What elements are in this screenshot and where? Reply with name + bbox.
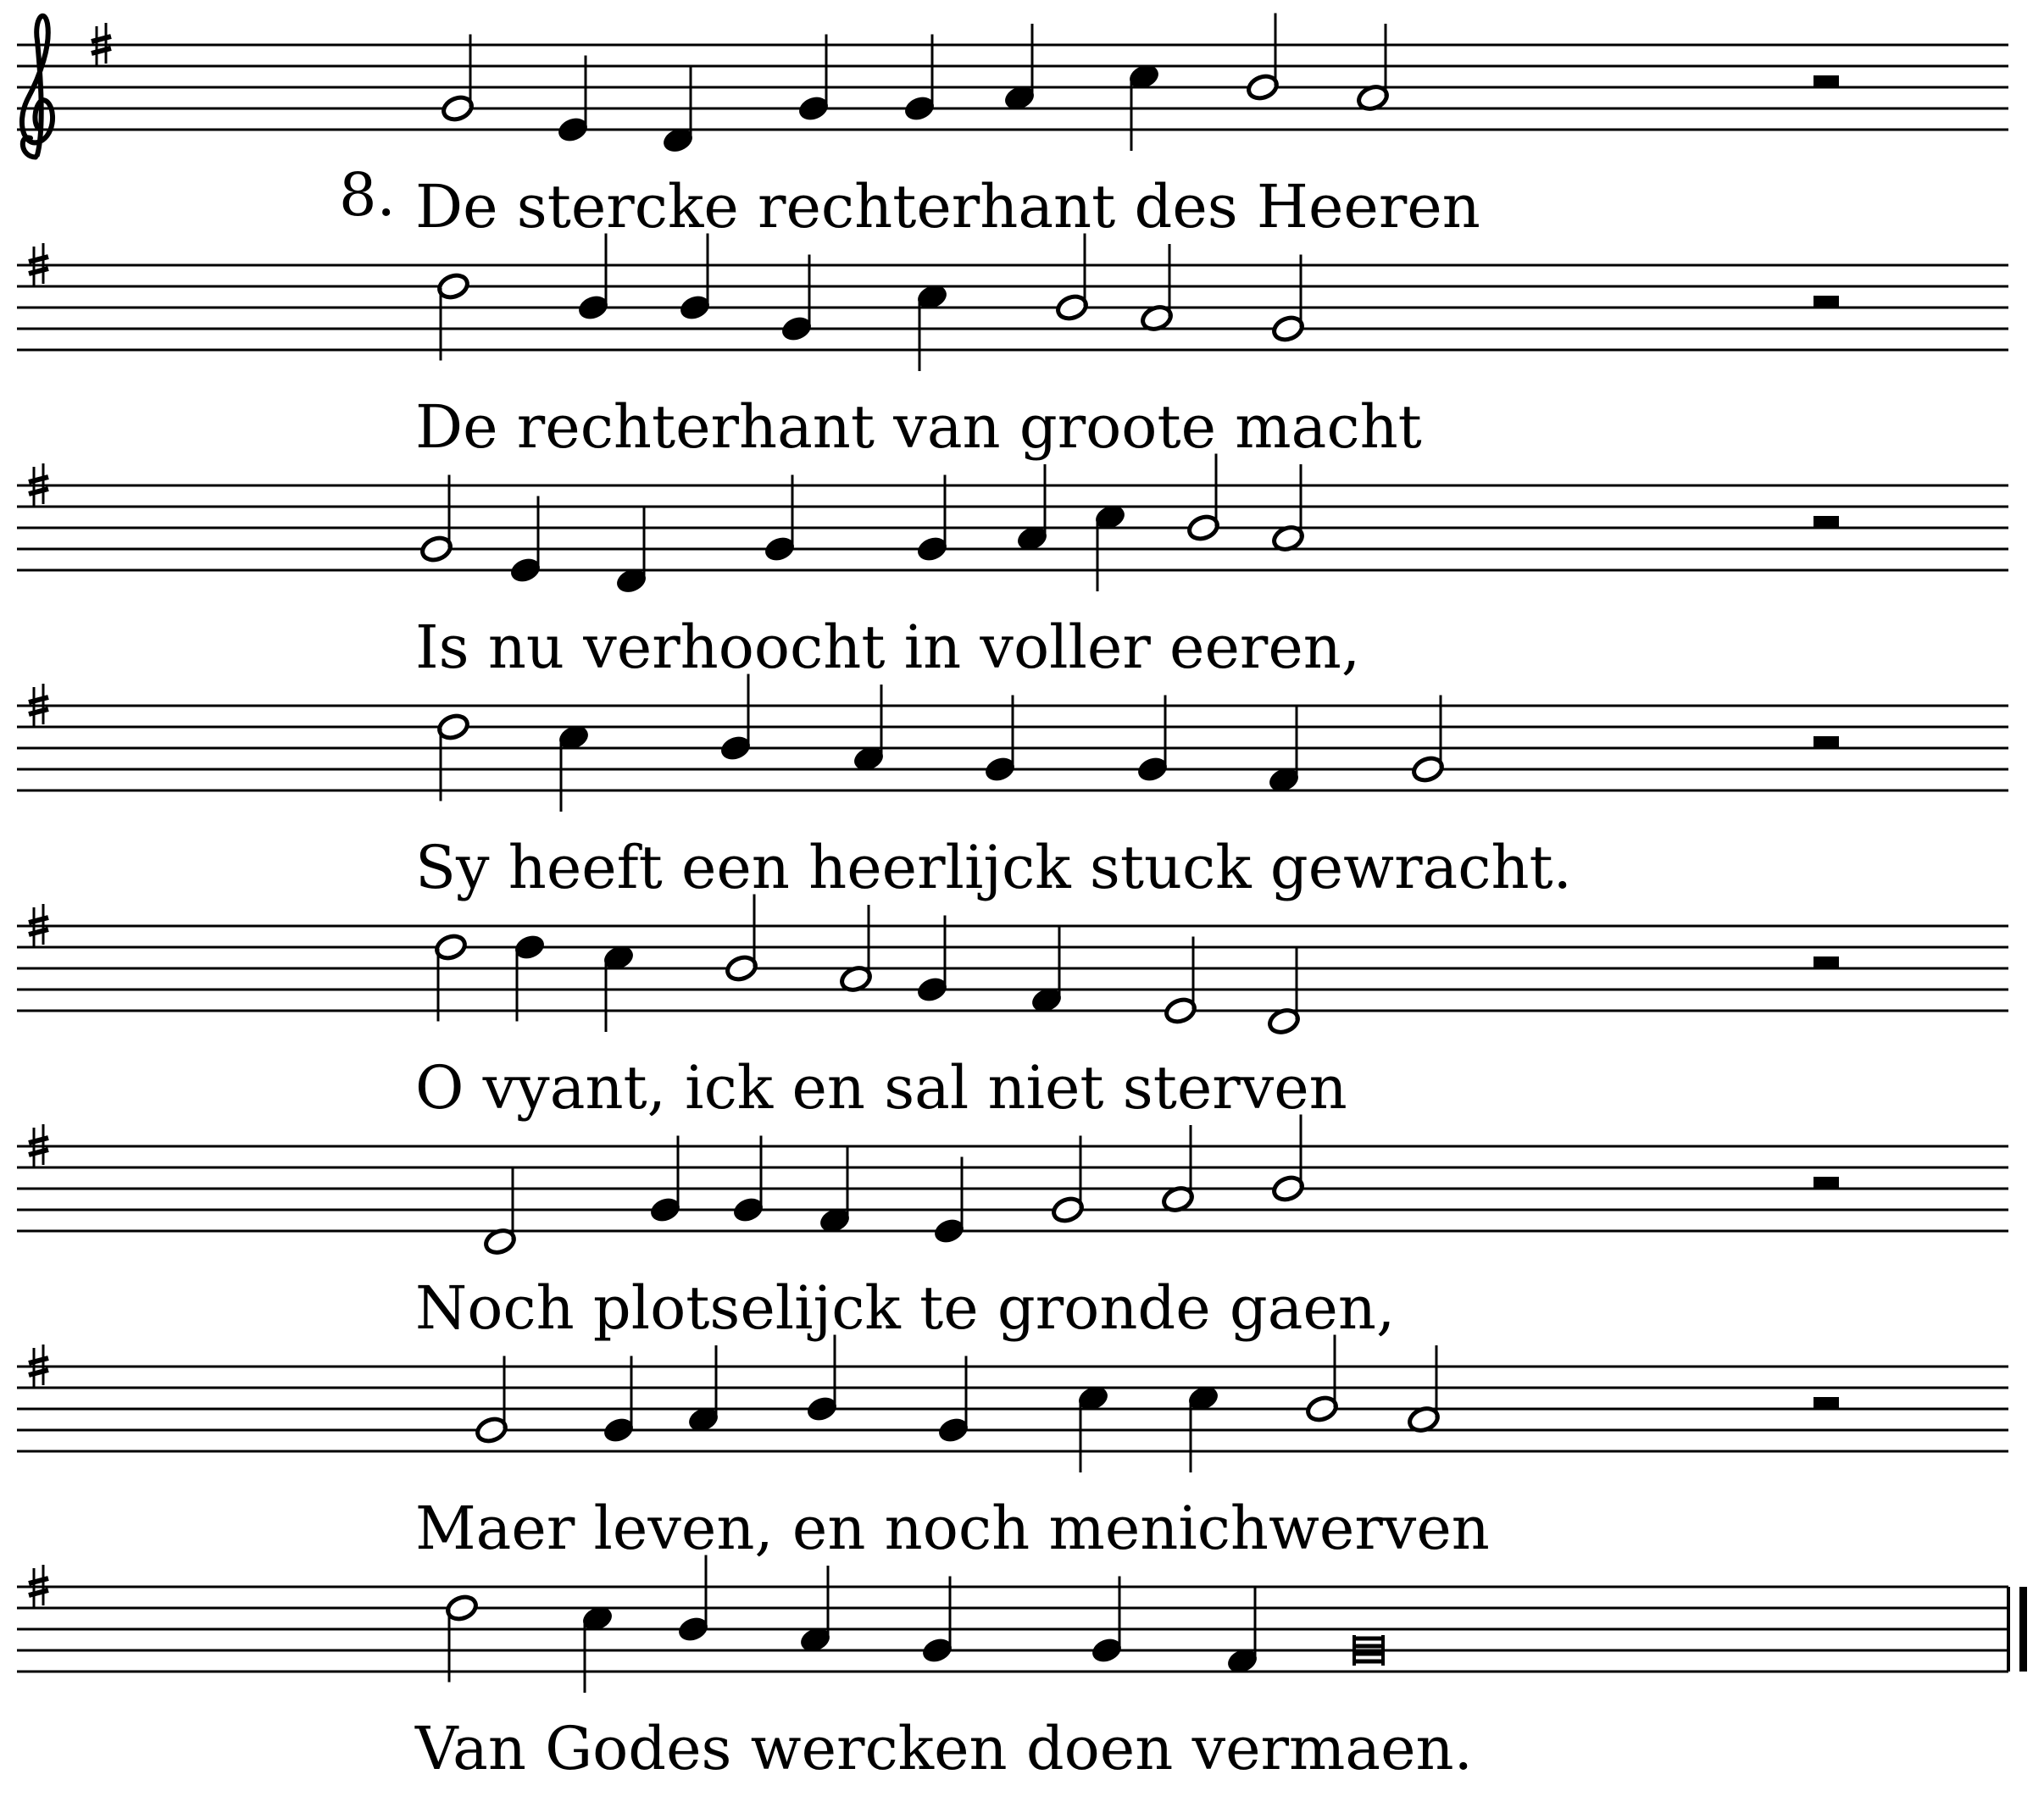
note xyxy=(1267,947,1302,1036)
note xyxy=(419,475,454,564)
note xyxy=(661,66,696,155)
note xyxy=(1140,244,1175,333)
note xyxy=(797,35,831,124)
staff-system xyxy=(17,1335,2008,1564)
note xyxy=(936,1356,971,1445)
sharp-stroke xyxy=(29,697,48,702)
note xyxy=(441,35,475,124)
lyric-line: De stercke rechterhant des Heeren xyxy=(415,172,1480,241)
sharp-stroke xyxy=(29,477,48,482)
note xyxy=(852,685,886,773)
sharp-stroke xyxy=(29,1138,48,1143)
lyric-line: O vyant, ick en sal niet sterven xyxy=(415,1053,1347,1123)
note xyxy=(1136,696,1170,785)
sharp-stroke xyxy=(29,1358,48,1363)
note xyxy=(445,1594,480,1683)
note xyxy=(678,234,713,323)
note xyxy=(1267,706,1302,795)
note xyxy=(1356,24,1391,113)
note xyxy=(436,272,471,361)
note xyxy=(1015,464,1050,553)
note xyxy=(731,1136,766,1225)
note xyxy=(1186,1383,1221,1472)
sharp-stroke xyxy=(92,48,111,53)
note xyxy=(436,712,471,801)
note xyxy=(1411,696,1446,785)
note xyxy=(915,475,950,564)
lyric-line: Is nu verhoocht in voller eeren, xyxy=(415,613,1361,682)
note xyxy=(614,507,649,596)
sharp-stroke xyxy=(29,1578,48,1583)
sharp-stroke xyxy=(29,929,48,934)
lyric-line: Sy heeft een heerlijck stuck gewracht. xyxy=(415,833,1572,902)
note xyxy=(508,496,543,585)
note xyxy=(983,696,1018,785)
note xyxy=(513,933,547,1022)
note xyxy=(1093,502,1128,591)
note xyxy=(676,1555,711,1644)
note xyxy=(434,933,469,1022)
note xyxy=(1161,1125,1196,1214)
note xyxy=(557,723,592,812)
note xyxy=(1271,1115,1306,1204)
sharp-stroke xyxy=(29,489,48,494)
note xyxy=(763,475,797,564)
note xyxy=(1051,1136,1086,1225)
note xyxy=(483,1167,518,1256)
half-rest-icon xyxy=(1813,956,1839,968)
note xyxy=(915,916,950,1005)
note xyxy=(903,35,937,124)
note xyxy=(932,1157,967,1246)
staff-system xyxy=(17,1115,2008,1344)
staff-system xyxy=(17,14,2008,242)
note xyxy=(725,895,759,984)
staff-system xyxy=(17,674,2008,903)
note xyxy=(1271,255,1306,344)
half-rest-icon xyxy=(1813,1177,1839,1189)
lyric-line: Noch plotselijck te gronde gaen, xyxy=(415,1273,1396,1343)
sharp-stroke xyxy=(29,1150,48,1155)
note xyxy=(475,1356,509,1445)
sharp-stroke xyxy=(29,257,48,262)
note xyxy=(1305,1335,1340,1424)
note xyxy=(920,1577,955,1666)
sharp-stroke xyxy=(29,269,48,274)
final-barline-icon xyxy=(2008,1587,2027,1672)
half-rest-icon xyxy=(1813,1397,1839,1409)
note xyxy=(1186,454,1221,543)
lyric-line: De rechterhant van groote macht xyxy=(415,392,1422,462)
note xyxy=(576,234,611,323)
note xyxy=(1225,1587,1260,1676)
sharp-stroke xyxy=(29,1590,48,1595)
note xyxy=(780,255,814,344)
sharp-stroke xyxy=(92,36,111,42)
note xyxy=(915,282,950,371)
note xyxy=(648,1136,683,1225)
note xyxy=(556,56,591,145)
half-rest-icon xyxy=(1813,516,1839,528)
note xyxy=(602,1356,636,1445)
note xyxy=(719,674,753,763)
note xyxy=(1090,1577,1125,1666)
lyric-line: Van Godes wercken doen vermaen. xyxy=(415,1714,1473,1783)
sharp-stroke xyxy=(29,709,48,714)
note xyxy=(1127,62,1162,151)
half-rest-icon xyxy=(1813,736,1839,748)
note xyxy=(1246,14,1280,103)
verse-number: 8. xyxy=(339,160,396,230)
staff-system xyxy=(17,454,2008,683)
half-rest-icon xyxy=(1813,296,1839,308)
note xyxy=(818,1146,853,1235)
note xyxy=(1164,937,1198,1026)
note xyxy=(1076,1383,1111,1472)
sharp-stroke xyxy=(29,918,48,923)
note xyxy=(686,1345,721,1434)
note xyxy=(805,1335,840,1424)
note xyxy=(580,1604,615,1693)
half-rest-icon xyxy=(1813,75,1839,87)
staff-system xyxy=(17,895,2008,1123)
note xyxy=(602,943,636,1032)
note xyxy=(798,1566,833,1655)
note xyxy=(1271,464,1306,553)
note xyxy=(1407,1345,1441,1434)
sharp-stroke xyxy=(29,1370,48,1375)
note xyxy=(839,905,874,994)
staff-system xyxy=(17,1555,2027,1784)
note xyxy=(1030,926,1064,1015)
note xyxy=(1003,24,1037,113)
barline-thick xyxy=(2019,1587,2027,1672)
lyric-line: Maer leven, en noch menichwerven xyxy=(415,1494,1490,1563)
staff-system xyxy=(17,234,2008,463)
note xyxy=(1055,234,1090,323)
